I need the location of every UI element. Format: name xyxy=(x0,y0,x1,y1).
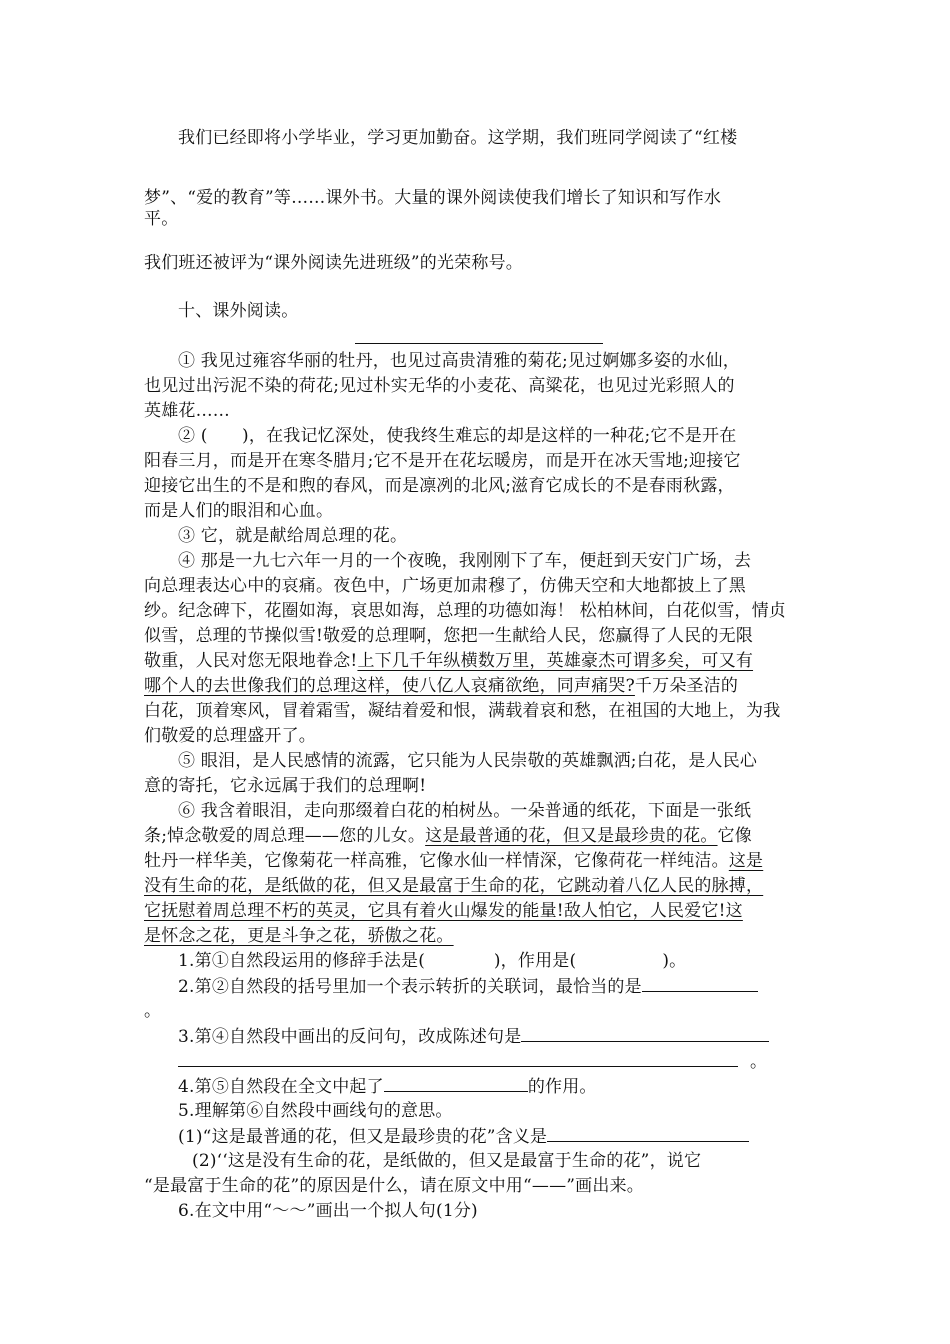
passage-p6-line xyxy=(144,848,808,874)
question-3-text: 3.第④自然段中画出的反问句，改成陈述句是 xyxy=(178,1027,522,1047)
passage-p6-line xyxy=(144,823,808,849)
underlined-sentence: 它抚慰着周总理不朽的英灵，它具有着火山爆发的能量!敌人怕它，人民爱它!这 xyxy=(144,901,743,921)
question-5-2-line-2: “是最富于生命的花”的原因是什么，请在原文中用“——”画出来。 xyxy=(144,1176,644,1196)
intro-line-3: 平。 xyxy=(144,209,179,229)
passage-p4-line: 纱。纪念碑下，花圈如海，哀思如海，总理的功德如海！ 松柏林间，白花似雪，情贞 xyxy=(144,601,787,621)
question-1: 1.第①自然段运用的修辞手法是( )，作用是( )。 xyxy=(178,951,687,971)
section-heading: 十、课外阅读。 xyxy=(178,301,299,321)
passage-p6-line: ⑥ 我含着眼泪，走向那缀着白花的柏树丛。一朵普通的纸花，下面是一张纸 xyxy=(178,801,752,821)
passage-p4-text: 敬重，人民对您无限地眷念! xyxy=(144,651,358,671)
passage-p1-line: ① 我见过雍容华丽的牡丹，也见过高贵清雅的菊花;见过婀娜多姿的水仙， xyxy=(178,351,740,371)
question-2-text: 2.第②自然段的括号里加一个表示转折的关联词，最恰当的是 xyxy=(178,977,642,997)
passage-title-blank xyxy=(355,343,603,344)
question-4 xyxy=(178,1073,808,1100)
question-2 xyxy=(178,973,808,1000)
question-3 xyxy=(178,1023,808,1050)
question-4-text: 的作用。 xyxy=(527,1077,597,1097)
answer-blank-3a[interactable] xyxy=(521,1023,769,1042)
passage-p4-line xyxy=(144,648,808,674)
passage-p2-line: 阳春三月，而是开在寒冬腊月;它不是开在花坛暖房，而是开在冰天雪地;迎接它 xyxy=(144,451,741,471)
question-3-line-2 xyxy=(178,1048,808,1075)
question-6: 6.在文中用“～～”画出一个拟人句(1分) xyxy=(178,1201,478,1221)
passage-p4-line: 白花，顶着寒风，冒着霜雪，凝结着爱和恨，满载着哀和愁，在祖国的大地上，为我 xyxy=(144,701,781,721)
intro-line-2: 梦”、“爱的教育”等……课外书。大量的课外阅读使我们增长了知识和写作水 xyxy=(144,188,722,208)
passage-p4-line: 似雪，总理的节操似雪!敬爱的总理啊，您把一生献给人民，您赢得了人民的无限 xyxy=(144,626,754,646)
question-5-1 xyxy=(178,1123,808,1150)
question-4-text: 4.第⑤自然段在全文中起了 xyxy=(178,1077,384,1097)
passage-p4-text: 千万朵圣洁的 xyxy=(634,676,739,696)
answer-blank-4[interactable] xyxy=(384,1073,528,1092)
question-5-1-text: (1)“这是最普通的花，但又是最珍贵的花”含义是 xyxy=(178,1127,548,1147)
underlined-sentence: 这是 xyxy=(728,851,764,871)
answer-blank-2[interactable] xyxy=(642,973,758,992)
passage-p6-text: 牡丹一样华美，它像菊花一样高雅，它像水仙一样情深，它像荷花一样纯洁。 xyxy=(144,851,729,871)
passage-p2-line: 而是人们的眼泪和心血。 xyxy=(144,501,334,521)
passage-p5-line: ⑤ 眼泪，是人民感情的流露，它只能为人民崇敬的英雄飘洒;白花，是人民心 xyxy=(178,751,758,771)
passage-p4-line: ④ 那是一九七六年一月的一个夜晚，我刚刚下了车，便赶到天安门广场，去 xyxy=(178,551,752,571)
underlined-sentence: 没有生命的花，是纸做的花，但又是最富于生命的花，它跳动着八亿人民的脉搏， xyxy=(144,876,764,896)
passage-p4-line: 们敬爱的总理盛开了。 xyxy=(144,726,316,746)
answer-blank-5-1[interactable] xyxy=(547,1123,749,1142)
passage-p4-line: 向总理表达心中的哀痛。夜色中，广场更加肃穆了，仿佛天空和大地都披上了黑 xyxy=(144,576,746,596)
passage-p4-line xyxy=(144,673,808,699)
underlined-sentence: 这是最普通的花，但又是最珍贵的花。 xyxy=(425,826,718,846)
answer-blank-3b[interactable] xyxy=(178,1048,738,1067)
passage-p1-line: 也见过出污泥不染的荷花;见过朴实无华的小麦花、高粱花，也见过光彩照人的 xyxy=(144,376,735,396)
underlined-rhetorical-question: 上下几千年纵横数万里，英雄豪杰可谓多矣，可又有 xyxy=(357,651,754,671)
passage-p2-line: ② ( )，在我记忆深处，使我终生难忘的却是这样的一种花;它不是开在 xyxy=(178,426,737,446)
passage-p6-text: 条;悼念敬爱的周总理——您的儿女。 xyxy=(144,826,426,846)
passage-p2-line: 迎接它出生的不是和煦的春风，而是凛冽的北风;滋育它成长的不是春雨秋露， xyxy=(144,476,735,496)
question-2-end: 。 xyxy=(144,1001,162,1021)
passage-p3-line: ③ 它，就是献给周总理的花。 xyxy=(178,526,408,546)
intro-line-4: 我们班还被评为“课外阅读先进班级”的光荣称号。 xyxy=(144,253,523,273)
question-3-end: 。 xyxy=(750,1052,768,1072)
question-5: 5.理解第⑥自然段中画线句的意思。 xyxy=(178,1101,453,1121)
underlined-sentence: 是怀念之花，更是斗争之花，骄傲之花。 xyxy=(144,926,454,946)
intro-line-1: 我们已经即将小学毕业，学习更加勤奋。这学期，我们班同学阅读了“红楼 xyxy=(178,128,738,148)
passage-p6-line xyxy=(144,923,808,949)
question-5-2: (2)‘‘这是没有生命的花，是纸做的，但又是最富于生命的花”，说它 xyxy=(192,1151,702,1171)
passage-p1-line: 英雄花…… xyxy=(144,401,230,421)
underlined-rhetorical-question: 哪个人的去世像我们的总理这样，使八亿人哀痛欲绝，同声痛哭? xyxy=(144,676,635,696)
passage-p6-text: 它像 xyxy=(717,826,752,846)
passage-p5-line: 意的寄托，它永远属于我们的总理啊! xyxy=(144,776,427,796)
